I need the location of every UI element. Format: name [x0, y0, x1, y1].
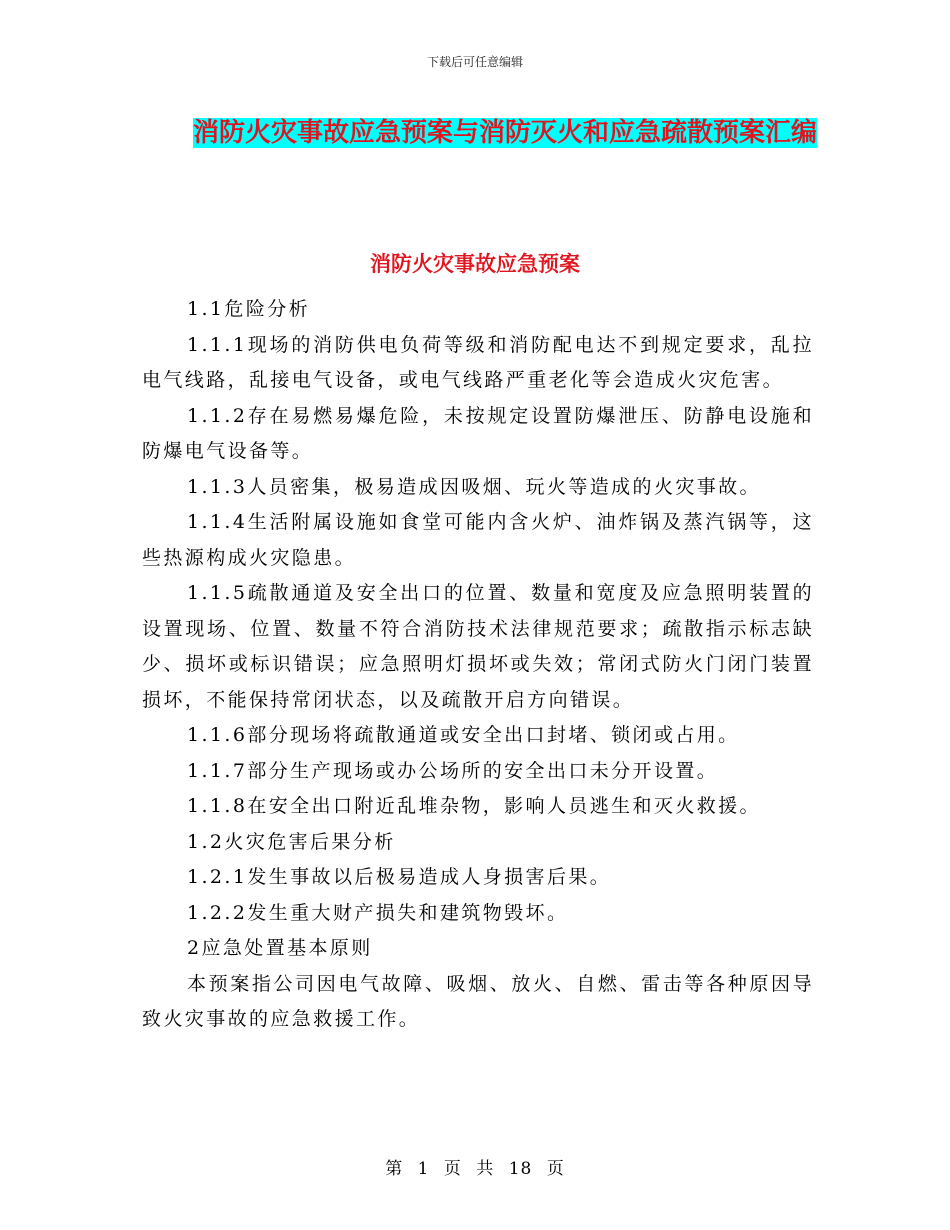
document-title — [185, 110, 825, 156]
header-note: 下载后可任意编辑 — [426, 55, 523, 69]
paragraph: 2应急处置基本原则 — [187, 937, 373, 959]
document-title-text: 消防火灾事故应急预案与消防灭火和应急疏散预案汇编 — [192, 118, 817, 148]
paragraph: 1.1.5疏散通道及安全出口的位置、数量和宽度及应急照明装置的设置现场、位置、数量不符合消防技术法律规范要求；疏散指示标志缺少、损坏或标识错误；应急照明灯损坏或失效；常闭式防火门闭门装置损坏，不能保持常闭状态，以及疏散开启方向错误。 — [142, 582, 814, 711]
paragraph: 1.2.1发生事故以后极易造成人身损害后果。 — [187, 866, 612, 888]
paragraph: 1.1.4生活附属设施如食堂可能内含火炉、油炸锅及蒸汽锅等，这些热源构成火灾隐患。 — [142, 511, 814, 569]
page-unit: 页 — [443, 1159, 462, 1179]
page-footer — [0, 1154, 950, 1179]
document-body — [142, 292, 814, 1038]
paragraph: 1.1.6部分现场将疏散通道或安全出口封堵、锁闭或占用。 — [187, 724, 740, 746]
section-title: 消防火灾事故应急预案 — [370, 252, 580, 276]
page-number: 1 — [417, 1159, 430, 1179]
total-pages: 18 — [508, 1159, 533, 1179]
paragraph: 1.1.3人员密集，极易造成因吸烟、玩火等造成的火灾事故。 — [187, 475, 761, 498]
paragraph: 1.1.1现场的消防供电负荷等级和消防配电达不到规定要求，乱拉电气线路，乱接电气设备，或电气线路严重老化等会造成火灾危害。 — [142, 333, 814, 391]
total-unit: 页 — [546, 1159, 565, 1179]
paragraph: 1.2.2发生重大财产损失和建筑物毁坏。 — [187, 901, 569, 924]
paragraph: 1.1.2存在易燃易爆危险，未按规定设置防爆泄压、防静电设施和防爆电气设备等。 — [142, 404, 814, 462]
page-label: 第 — [385, 1159, 404, 1179]
paragraph: 1.1危险分析 — [187, 298, 311, 320]
paragraph: 1.2火灾危害后果分析 — [187, 830, 396, 853]
paragraph: 1.1.8在安全出口附近乱堆杂物，影响人员逃生和灭火救援。 — [187, 795, 761, 817]
paragraph: 本预案指公司因电气故障、吸烟、放火、自燃、雷击等各种原因导致火灾事故的应急救援工作。 — [142, 972, 814, 1030]
total-label: 共 — [476, 1159, 495, 1179]
paragraph: 1.1.7部分生产现场或办公场所的安全出口未分开设置。 — [187, 759, 719, 782]
